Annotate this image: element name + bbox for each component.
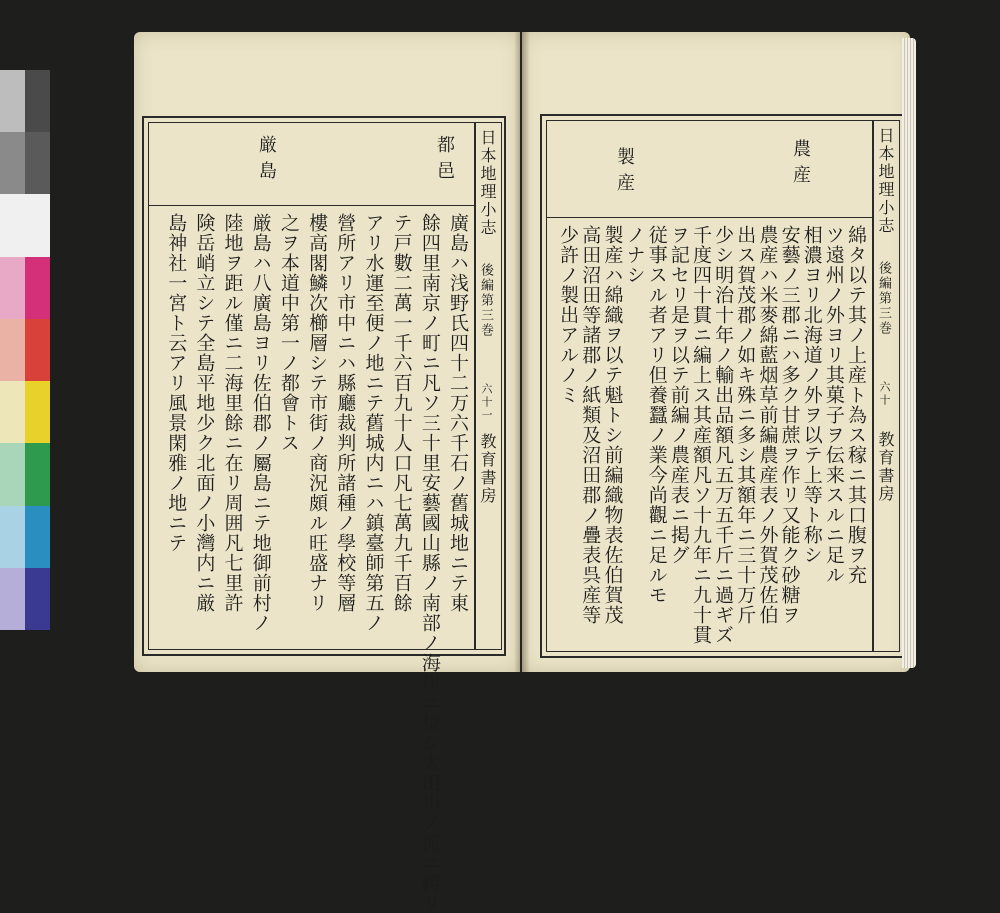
color-patch-row: [0, 381, 50, 443]
text-column: 廣島ハ浅野氏四十二万六千石ノ舊城地ニテ東: [447, 213, 469, 613]
text-column: 營所アリ市中ニハ縣廳裁判所諸種ノ學校等層: [334, 213, 357, 613]
text-column: 陸地ヲ距ル僅ニ二海里餘ニ在リ周囲凡七里許: [221, 213, 244, 613]
color-patch: [0, 506, 25, 568]
section-heading-manufacture: 製産: [614, 147, 635, 199]
text-column: 出ス賀茂郡ノ如キ殊ニ多シ其額年ニ三十万斤: [734, 225, 757, 625]
color-patch: [25, 443, 50, 505]
spine-publisher: 教育書房: [478, 433, 497, 505]
text-column: 険岳峭立シテ全島平地少ク北面ノ小灣内ニ厳: [193, 213, 216, 613]
text-column: 千度四十貫ニ編上ス其産額凡ソ十九年ニ九十貫: [690, 225, 712, 645]
color-patch: [25, 194, 50, 256]
page-edges: [902, 38, 916, 668]
text-column: 厳島ハ八廣島ヨリ佐伯郡ノ屬島ニテ地御前村ノ: [249, 213, 272, 633]
text-column: 農産ハ米麥綿藍烟草前編農産表ノ外賀茂佐伯: [756, 225, 779, 625]
right-page: [522, 32, 910, 672]
text-column: 綿タ以テ其ノ上産ト為ス稼ニ其口腹ヲ充: [845, 225, 867, 585]
text-column: 之ヲ本道中第一ノ都會トス: [277, 213, 300, 453]
text-column: 餘四里南京ノ町ニ凡ソ三十里安藝國山縣ノ南部ノ海岸ニ位シ太田川ノ流ニ跨リ: [418, 213, 441, 913]
color-patch: [25, 319, 50, 381]
section-heading-itsukushima: 厳島: [256, 135, 277, 187]
text-column: 相濃ヨリ北海道ノ外ヲ以テ上等ト称シ: [800, 225, 823, 565]
color-patch-row: [0, 443, 50, 505]
color-patch-row: [0, 257, 50, 319]
text-column: 製産ハ綿織ヲ以テ魁トシ前編織物表佐伯賀茂: [601, 225, 624, 625]
color-patch: [0, 257, 25, 319]
right-text-frame: [540, 114, 906, 658]
spine-volume: 後編第三巻: [876, 261, 891, 336]
color-patch: [25, 70, 50, 132]
right-spine-strip: [872, 120, 900, 652]
color-patch: [25, 381, 50, 443]
section-heading-agriculture: 農産: [790, 139, 811, 191]
left-spine-strip: [474, 122, 502, 650]
spine-publisher: 教育書房: [876, 431, 895, 503]
text-column: ツ遠州ノ外ヨリ其菓子ヲ伝来スルニ足ル: [822, 225, 845, 585]
color-patch: [0, 70, 25, 132]
color-patch: [0, 443, 25, 505]
text-column: 安藝ノ三郡ニハ多ク甘蔗ヲ作リ又能ク砂糖ヲ: [778, 225, 801, 625]
left-inner-frame: [148, 122, 476, 913]
color-patch-row: [0, 70, 50, 132]
left-text-frame: [142, 116, 506, 913]
text-column: アリ水運至便ノ地ニテ舊城内ニハ鎮臺師第五ノ: [362, 213, 385, 633]
spine-folio: 六十一: [480, 383, 493, 422]
color-calibration-strip: [0, 70, 50, 630]
color-patch: [0, 194, 25, 256]
color-patch-row: [0, 568, 50, 630]
color-patch: [25, 506, 50, 568]
color-patch: [0, 319, 25, 381]
text-column: 島神社一宮ト云アリ風景閑雅ノ地ニテ: [165, 213, 188, 553]
spine-volume: 後編第三巻: [478, 263, 493, 338]
text-column: 少許ノ製出アルノミ: [557, 225, 580, 405]
open-book: [130, 28, 915, 913]
book-gutter: [514, 32, 530, 672]
color-patch: [0, 568, 25, 630]
color-patch: [25, 568, 50, 630]
left-page: [134, 32, 520, 913]
text-column: 樓高閣鱗次櫛層シテ市街ノ商況頗ル旺盛ナリ: [306, 213, 329, 613]
spine-folio: 六十: [878, 381, 891, 407]
text-column: 少シ明治十年ノ輸出品額凡五万五千斤ニ過ギズ: [712, 225, 735, 645]
right-inner-frame: [546, 120, 874, 652]
color-patch-row: [0, 194, 50, 256]
color-patch: [25, 257, 50, 319]
color-patch: [0, 132, 25, 194]
section-heading-cities: 都邑: [434, 135, 455, 187]
text-column: 高田沼田等諸郡ノ紙類及沼田郡ノ疊表呉産等: [579, 225, 602, 625]
color-patch: [25, 132, 50, 194]
spine-title: 日本地理小志: [478, 129, 497, 237]
color-patch-row: [0, 132, 50, 194]
text-column: ノナシ: [623, 225, 646, 285]
color-patch-row: [0, 506, 50, 568]
text-column: 従事スル者アリ但養蠶ノ業今尚觀ニ足ルモ: [645, 225, 668, 605]
text-column: テ戸數二萬一千六百九十人口凡七萬九千百餘: [390, 213, 413, 613]
text-column: ヲ記セリ是ヲ以テ前編ノ農産表ニ掲グ: [667, 225, 690, 565]
color-patch-row: [0, 319, 50, 381]
color-patch: [0, 381, 25, 443]
spine-title: 日本地理小志: [876, 127, 895, 235]
